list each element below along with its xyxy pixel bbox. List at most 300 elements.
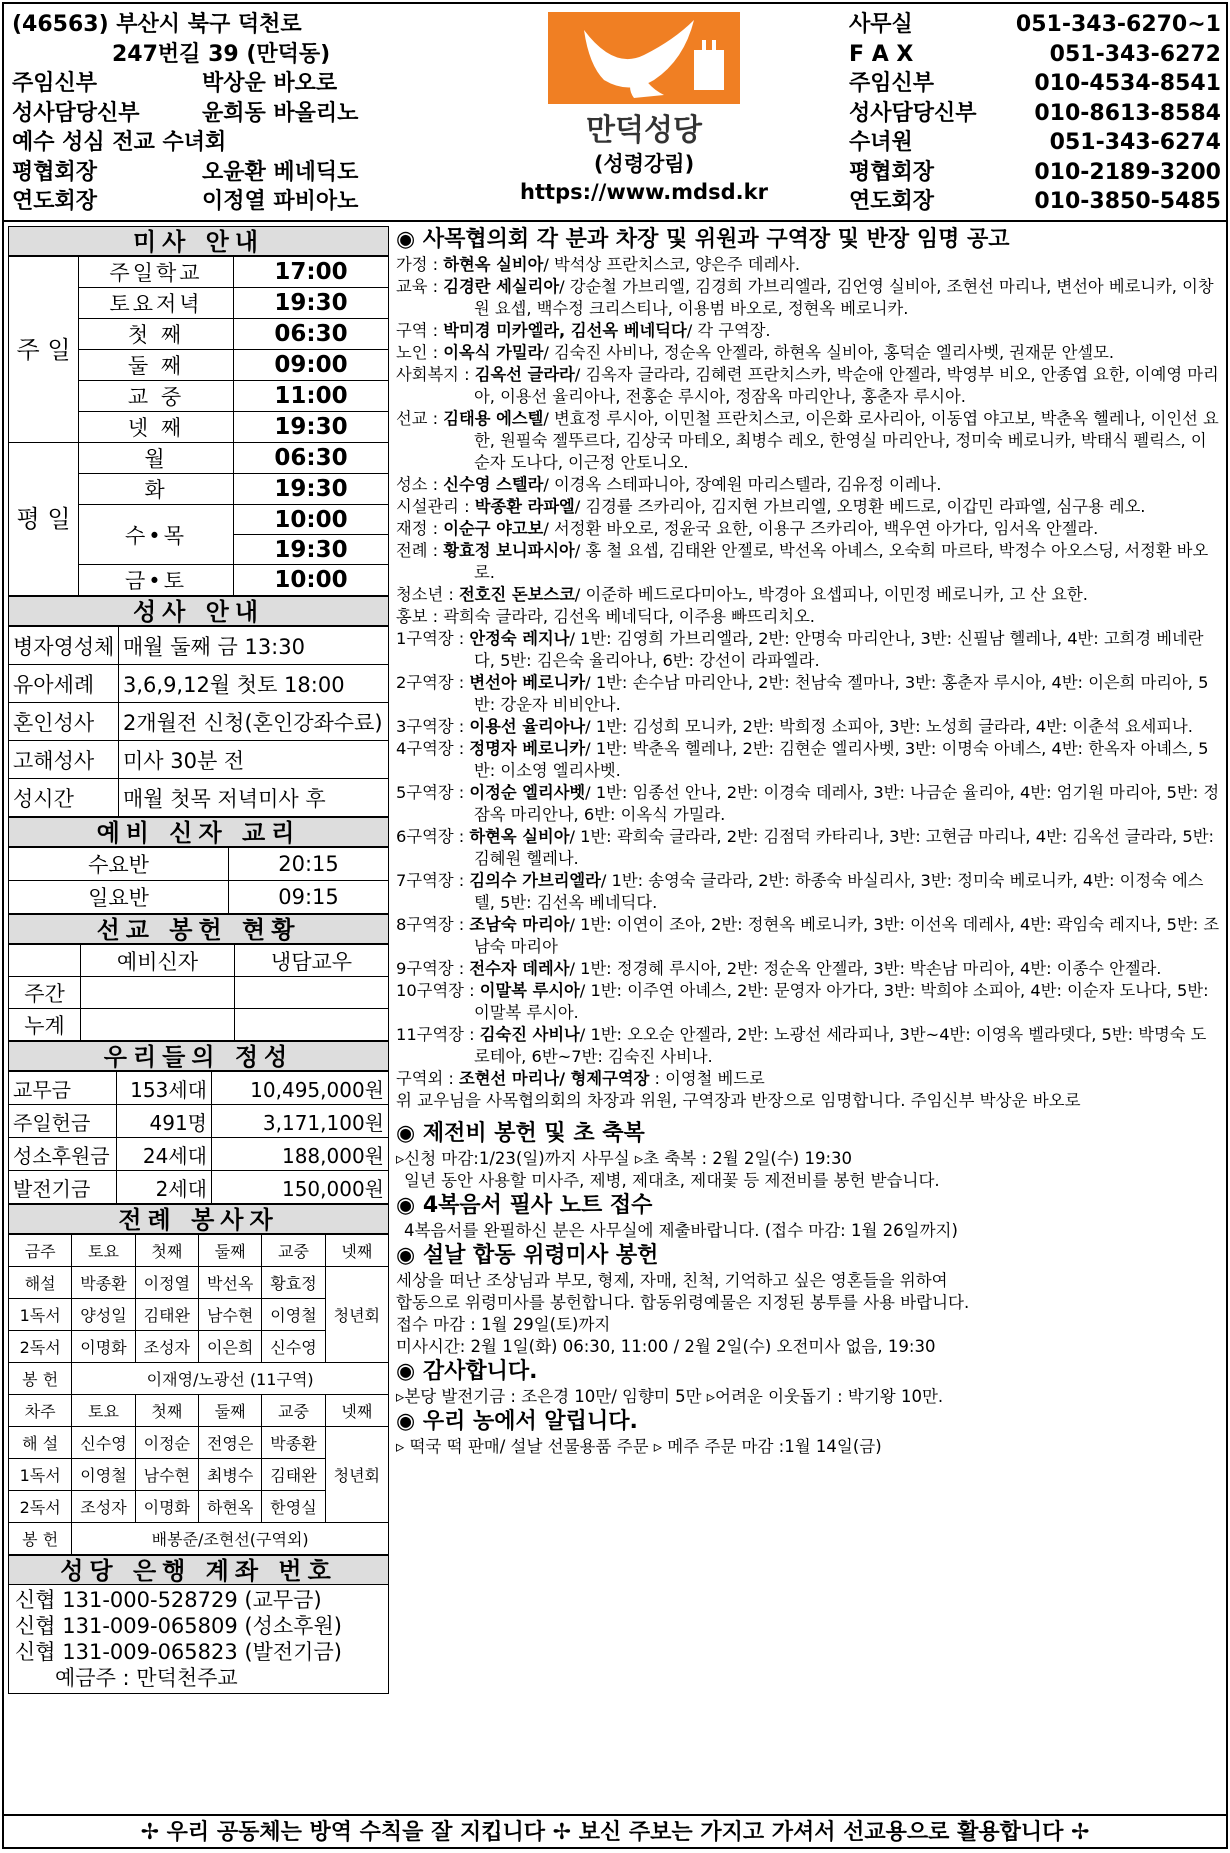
staff-row bbox=[12, 187, 482, 217]
appointment-label: 사회복지 : bbox=[396, 365, 475, 384]
appointment-label: 전례 : bbox=[396, 541, 444, 560]
server-name: 이명화 bbox=[72, 1331, 135, 1363]
appointment-entry bbox=[396, 782, 1222, 826]
mass-name: 화 bbox=[79, 474, 234, 505]
appointment-entry bbox=[396, 672, 1222, 716]
mass-table bbox=[8, 256, 389, 596]
notice-line: ▹본당 발전기금 : 조은경 10만/ 임향미 5만 ▹어려운 이웃돕기 : 박기왕 10만. bbox=[396, 1387, 944, 1406]
sacrament-title: 성사 안내 bbox=[8, 596, 389, 626]
table-row bbox=[9, 1009, 389, 1041]
mass-time: 09:00 bbox=[234, 350, 389, 381]
appointment-head: 이용선 율리아나 bbox=[469, 717, 586, 736]
appointment-label: 구역 : bbox=[396, 321, 444, 340]
appointment-label: 노인 : bbox=[396, 343, 444, 362]
appointment-members: 곽희숙 글라라, 김선옥 베네딕다, 이주용 빠뜨리치오. bbox=[443, 607, 815, 626]
appointment-head: 전호진 돈보스코 bbox=[459, 585, 575, 604]
contact-row bbox=[849, 99, 1221, 129]
appointment-members: / 1반: 김영희 가브리엘라, 2반: 안명숙 마리안나, 3반: 신필남 헬레나, 4반: 고희경 베네란다, 5반: 김은숙 율리아나, 6반: 강선이 라파엘라. bbox=[474, 629, 1204, 670]
appointment-entry bbox=[396, 870, 1222, 914]
appointment-label: 선교 : bbox=[396, 409, 444, 428]
appointment-head: 이순구 야고보 bbox=[443, 519, 544, 538]
offering-name: 발전기금 bbox=[9, 1171, 117, 1204]
server-role: 해설 bbox=[9, 1267, 72, 1299]
class-name: 일요반 bbox=[9, 881, 229, 914]
appointment-head: 김옥선 글라라 bbox=[474, 365, 575, 384]
sunday-label: 주 일 bbox=[9, 257, 79, 443]
bank-account: 신협 131-000-528729 (교무금) bbox=[15, 1588, 322, 1612]
contact-row bbox=[849, 40, 1221, 70]
contact-label: 수녀원 bbox=[849, 130, 913, 155]
appointment-entry bbox=[396, 1068, 1222, 1090]
staff-row bbox=[12, 69, 482, 99]
appointment-label: 4구역장 : bbox=[396, 739, 470, 758]
mass-time: 06:30 bbox=[234, 443, 389, 474]
contact-row bbox=[849, 128, 1221, 158]
appointment-head: 전수자 데레사 bbox=[469, 959, 570, 978]
mass-name: 토요저녁 bbox=[79, 288, 234, 319]
mass-name: 넷 째 bbox=[79, 412, 234, 443]
left-column bbox=[8, 226, 389, 1694]
contact-label: 사무실 bbox=[849, 12, 913, 37]
appointment-entry bbox=[396, 1024, 1222, 1068]
contact-row bbox=[849, 10, 1221, 40]
offering-count: 153세대 bbox=[117, 1072, 212, 1105]
appointment-head: 조현선 마리나/ 형제구역장 bbox=[459, 1069, 650, 1088]
col-header: 토요 bbox=[72, 1395, 135, 1427]
appointment-head: 이옥식 가밀라 bbox=[443, 343, 544, 362]
table-row bbox=[9, 977, 389, 1009]
appointment-members: / 1반: 곽희숙 글라라, 2반: 김점덕 카타리나, 3반: 고현금 마리나, 4반: 김옥선 글라라, 5반: 김혜원 헬레나. bbox=[474, 827, 1214, 868]
table-row bbox=[9, 665, 389, 703]
server-role: 2독서 bbox=[9, 1331, 72, 1363]
contact-phone: 051-343-6270~1 bbox=[1015, 12, 1221, 37]
offering-table bbox=[8, 1071, 389, 1204]
appointment-members: / 1반: 박춘옥 헬레나, 2반: 김현순 엘리사벳, 3반: 이명숙 아녜스, 4반: 한옥자 아녜스, 5반: 이소영 엘리사벳. bbox=[474, 739, 1209, 780]
farm-title: ◉ 우리 농에서 알립니다. bbox=[396, 1409, 638, 1434]
appointment-label: 8구역장 : bbox=[396, 915, 470, 934]
appointment-label: 홍보 : bbox=[396, 607, 444, 626]
mass-name: 주일학교 bbox=[79, 257, 234, 288]
appointment-members: / 김옥자 글라라, 김혜련 프란치스카, 박순애 안젤라, 박영부 비오, 안종엽 요한, 이예영 마리아, 이용선 율리아나, 전홍순 루시아, 정잠옥 마리안나, 홍춘자 루시아. bbox=[474, 365, 1219, 406]
offering-count: 491명 bbox=[117, 1105, 212, 1138]
server-name: 이정열 bbox=[135, 1267, 198, 1299]
table-row bbox=[9, 627, 389, 665]
server-name: 신수영 bbox=[72, 1427, 135, 1459]
appointment-label: 11구역장 : bbox=[396, 1025, 480, 1044]
appointment-members: / 1반: 손수남 마리안나, 2반: 천남숙 젤마나, 3반: 홍춘자 루시아, 4반: 이은희 마리아, 5반: 강운자 비비안나. bbox=[474, 673, 1209, 714]
server-name: 김태완 bbox=[135, 1299, 198, 1331]
appointment-entry bbox=[396, 914, 1222, 958]
contact-phone: 010-8613-8584 bbox=[1034, 100, 1221, 126]
bank-title: 성당 은행 계좌 번호 bbox=[8, 1555, 389, 1585]
table-row bbox=[9, 1427, 389, 1459]
appointment-label: 시설관리 : bbox=[396, 497, 475, 516]
class-time: 20:15 bbox=[229, 848, 389, 881]
appointment-entry bbox=[396, 342, 1222, 364]
appointment-members: / 각 구역장. bbox=[686, 321, 771, 340]
notice-line: 일년 동안 사용할 미사주, 제병, 제대초, 제대꽃 등 제전비를 봉헌 받습니다. bbox=[404, 1171, 940, 1190]
appointment-entry bbox=[396, 320, 1222, 342]
table-row bbox=[9, 945, 389, 977]
mass-time: 19:30 bbox=[234, 412, 389, 443]
mass-name: 첫 째 bbox=[79, 319, 234, 350]
appointment-members: / 1반: 정경혜 루시아, 2반: 정순옥 안젤라, 3반: 박손남 마리아, 4반: 이종수 안젤라. bbox=[569, 959, 1162, 978]
offering-amount: 150,000원 bbox=[212, 1171, 389, 1204]
server-name: 이은희 bbox=[198, 1331, 261, 1363]
appointment-closing: 위 교우님을 사목협의회의 차장과 위원, 구역장과 반장으로 임명합니다. 주임신부 박상운 바오로 bbox=[396, 1091, 1081, 1110]
appointment-members: / 이경옥 스테파니아, 장예원 마리스텔라, 김유정 이레나. bbox=[543, 475, 942, 494]
appointment-label: 1구역장 : bbox=[396, 629, 470, 648]
appointment-members: / 1반: 오오순 안젤라, 2반: 노광선 세라피나, 3반~4반: 이영옥 벨라뎃다, 5반: 박명숙 도로테아, 6반~7반: 김숙진 사비나. bbox=[474, 1025, 1207, 1066]
table-row bbox=[9, 1235, 389, 1267]
server-name: 조성자 bbox=[72, 1491, 135, 1523]
mass-name: 교 중 bbox=[79, 381, 234, 412]
appointment-members: / 이준하 베드로다미아노, 박경아 요셉피나, 이민정 베로니카, 고 산 요한. bbox=[574, 585, 1088, 604]
weekday-label: 평 일 bbox=[9, 443, 79, 596]
candle-title: ◉ 제전비 봉헌 및 초 축복 bbox=[396, 1121, 645, 1146]
appointment-entry bbox=[396, 980, 1222, 1024]
col-header: 둘째 bbox=[198, 1235, 261, 1267]
staff-role: 성사담당신부 bbox=[12, 100, 140, 126]
appointment-label: 10구역장 : bbox=[396, 981, 480, 1000]
contact-label: F A X bbox=[849, 41, 914, 67]
appointment-members: / 1반: 송영숙 글라라, 2반: 하종숙 바실리사, 3반: 정미숙 베로니카, 4반: 이정숙 에스텔, 5반: 김선옥 베네딕다. bbox=[474, 871, 1204, 912]
catechism-table bbox=[8, 847, 389, 914]
offering-servers: 이재영/노광선 (11구역) bbox=[72, 1363, 389, 1395]
sacrament-name: 고해성사 bbox=[9, 741, 119, 779]
appointment-head: 조남숙 마리아 bbox=[469, 915, 570, 934]
offering-amount: 10,495,000원 bbox=[212, 1072, 389, 1105]
appointment-head: 하현옥 실비아 bbox=[443, 255, 544, 274]
col-header: 금주 bbox=[9, 1235, 72, 1267]
mass-name: 둘 째 bbox=[79, 350, 234, 381]
sacrament-value: 3,6,9,12월 첫토 18:00 bbox=[119, 665, 389, 703]
staff-name: 오윤환 베네딕도 bbox=[202, 159, 359, 185]
header-left bbox=[12, 10, 482, 217]
contact-label: 평협회장 bbox=[849, 159, 935, 185]
appointment-label: 6구역장 : bbox=[396, 827, 470, 846]
staff-row bbox=[12, 99, 482, 129]
appointment-entry bbox=[396, 958, 1222, 980]
offering-role: 봉 헌 bbox=[9, 1523, 72, 1555]
notice-line: 합동으로 위령미사를 봉헌합니다. 합동위령예물은 지정된 봉투를 사용 바랍니다. bbox=[396, 1293, 970, 1312]
offering-servers: 배봉준/조현선(구역외) bbox=[72, 1523, 389, 1555]
mass-name: 월 bbox=[79, 443, 234, 474]
table-row bbox=[9, 1395, 389, 1427]
notice-line: ▹ 떡국 떡 판매/ 설날 선물용품 주문 ▹ 메주 주문 마감 :1월 14일(금) bbox=[396, 1437, 882, 1456]
appointment-members: / 변효정 루시아, 이민철 프란치스코, 이은화 로사리아, 이동엽 야고보, 박춘옥 헬레나, 이인선 요한, 원필숙 젤뚜르다, 김상국 마테오, 최병수 레오, 한영실 마리안나, 정미숙 베로니카, 박태식 펠릭스, 이순자 도나다, 이근정 안토니오. bbox=[474, 409, 1219, 472]
mass-name: 금•토 bbox=[79, 565, 234, 596]
sacrament-value: 매월 둘째 금 13:30 bbox=[119, 627, 389, 665]
col-header: 교중 bbox=[262, 1235, 325, 1267]
offering-role: 봉 헌 bbox=[9, 1363, 72, 1395]
contact-phone: 010-3850-5485 bbox=[1034, 189, 1221, 214]
contact-phone: 010-4534-8541 bbox=[1034, 71, 1221, 96]
appointment-label: 9구역장 : bbox=[396, 959, 470, 978]
mass-time: 10:00 bbox=[234, 505, 389, 535]
table-row bbox=[9, 703, 389, 741]
server-name: 신수영 bbox=[262, 1331, 325, 1363]
server-name: 이영철 bbox=[72, 1459, 135, 1491]
appointment-head: 변선아 베로니카 bbox=[469, 673, 586, 692]
offering-count: 24세대 bbox=[117, 1138, 212, 1171]
appointment-label: 가정 : bbox=[396, 255, 444, 274]
address-line-1: (46563) 부산시 북구 덕천로 bbox=[12, 12, 302, 37]
notice-line: 미사시간: 2월 1일(화) 06:30, 11:00 / 2월 2일(수) 오전미사 없음, 19:30 bbox=[396, 1337, 936, 1356]
parish-subtitle: (성령강림) bbox=[593, 152, 695, 176]
appointment-entry bbox=[396, 716, 1222, 738]
server-name: 김태완 bbox=[262, 1459, 325, 1491]
table-row bbox=[9, 1138, 389, 1171]
mission-table bbox=[8, 944, 389, 1041]
staff-role: 평협회장 bbox=[12, 159, 98, 185]
offering-name: 성소후원금 bbox=[9, 1138, 117, 1171]
bank-account: 신협 131-009-065809 (성소후원) bbox=[15, 1614, 342, 1638]
table-row bbox=[9, 741, 389, 779]
footer-banner: ✢ 우리 공동체는 방역 수칙을 잘 지킵니다 ✢ 보신 주보는 가지고 가셔서 선교용으로 활용합니다 ✢ bbox=[4, 1814, 1226, 1849]
sacrament-value: 2개월전 신청(혼인강좌수료) bbox=[119, 703, 389, 741]
server-name: 이영철 bbox=[262, 1299, 325, 1331]
server-role: 1독서 bbox=[9, 1459, 72, 1491]
staff-role: 연도회장 bbox=[12, 189, 98, 214]
table-row bbox=[9, 1171, 389, 1204]
contact-label: 주임신부 bbox=[849, 71, 935, 96]
server-name: 전영은 bbox=[198, 1427, 261, 1459]
appointment-label: 2구역장 : bbox=[396, 673, 470, 692]
row-header: 누계 bbox=[9, 1009, 81, 1041]
appointment-entry bbox=[396, 474, 1222, 496]
table-row bbox=[9, 848, 389, 881]
col-header: 예비신자 bbox=[81, 945, 235, 977]
appointment-label: 청소년 : bbox=[396, 585, 460, 604]
offering-name: 주일헌금 bbox=[9, 1105, 117, 1138]
mass-time: 19:30 bbox=[234, 288, 389, 319]
sacrament-value: 미사 30분 전 bbox=[119, 741, 389, 779]
notice-line: ▹신청 마감:1/23(일)까지 사무실 ▹초 축복 : 2월 2일(수) 19:30 bbox=[396, 1149, 853, 1168]
right-column bbox=[396, 226, 1222, 1458]
staff-row bbox=[12, 158, 482, 188]
col-header: 첫째 bbox=[135, 1235, 198, 1267]
sacrament-name: 혼인성사 bbox=[9, 703, 119, 741]
appointment-list bbox=[396, 254, 1222, 1090]
appointment-head: 김경란 세실리아 bbox=[443, 277, 560, 296]
staff-role: 예수 성심 전교 수녀회 bbox=[12, 130, 227, 155]
server-name: 박선옥 bbox=[198, 1267, 261, 1299]
appointment-members: : 이영철 베드로 bbox=[649, 1069, 765, 1088]
appointment-head: 김숙진 사비나 bbox=[479, 1025, 580, 1044]
sacrament-value: 매월 첫목 저녁미사 후 bbox=[119, 779, 389, 817]
mission-title: 선교 봉헌 현황 bbox=[8, 914, 389, 944]
bank-account: 신협 131-009-065823 (발전기금) bbox=[15, 1640, 342, 1664]
server-name: 이명화 bbox=[135, 1491, 198, 1523]
notice-line: 세상을 떠난 조상님과 부모, 형제, 자매, 친척, 기억하고 싶은 영혼들을 위하여 bbox=[396, 1271, 948, 1290]
table-row bbox=[9, 779, 389, 817]
appointment-members: / 김경률 즈카리아, 김지현 가브리엘, 오명환 베드로, 이갑민 라파엘, 심구용 레오. bbox=[574, 497, 1146, 516]
col-header: 넷째 bbox=[325, 1235, 388, 1267]
appointment-head: 박종환 라파엘 bbox=[474, 497, 575, 516]
contact-label: 성사담당신부 bbox=[849, 100, 977, 126]
appointment-head: 김태용 에스텔 bbox=[443, 409, 544, 428]
website-link[interactable]: https://www.mdsd.kr bbox=[520, 180, 768, 204]
table-row bbox=[9, 443, 389, 474]
table-row bbox=[9, 1105, 389, 1138]
contact-label: 연도회장 bbox=[849, 189, 935, 214]
sacrament-name: 병자영성체 bbox=[9, 627, 119, 665]
staff-name: 이정열 파비아노 bbox=[202, 189, 359, 214]
table-row bbox=[9, 1267, 389, 1299]
appointment-entry bbox=[396, 628, 1222, 672]
appointment-members: / 1반: 김성희 모니카, 2반: 박희정 소피아, 3반: 노성희 글라라, 4반: 이춘석 요세피나. bbox=[585, 717, 1193, 736]
col-header: 토요 bbox=[72, 1235, 135, 1267]
appointment-label: 3구역장 : bbox=[396, 717, 470, 736]
appointment-entry bbox=[396, 496, 1222, 518]
server-name: 조성자 bbox=[135, 1331, 198, 1363]
appointment-entry bbox=[396, 606, 1222, 628]
mass-time: 19:30 bbox=[234, 474, 389, 505]
staff-row bbox=[12, 128, 482, 158]
table-row bbox=[9, 1363, 389, 1395]
appointment-entry bbox=[396, 738, 1222, 782]
appointment-members: / 1반: 임종선 안나, 2반: 이경숙 데레사, 3반: 나금순 율리아, 4반: 엄기원 마리아, 5반: 정잠옥 마리안나, 6반: 이옥식 가밀라. bbox=[474, 783, 1220, 824]
appointment-label: 재정 : bbox=[396, 519, 444, 538]
header bbox=[4, 4, 1226, 222]
appointment-entry bbox=[396, 408, 1222, 474]
mass-time: 10:00 bbox=[234, 565, 389, 596]
mass-time: 19:30 bbox=[234, 535, 389, 565]
appointment-label: 구역외 : bbox=[396, 1069, 460, 1088]
appointment-entry bbox=[396, 276, 1222, 320]
contact-phone: 010-2189-3200 bbox=[1034, 159, 1221, 185]
sacrament-table bbox=[8, 626, 389, 817]
appointment-label: 성소 : bbox=[396, 475, 444, 494]
server-name: 최병수 bbox=[198, 1459, 261, 1491]
mass-time: 06:30 bbox=[234, 319, 389, 350]
parish-logo-icon bbox=[544, 10, 744, 150]
offering-name: 교무금 bbox=[9, 1072, 117, 1105]
appointment-head: 이정순 엘리사벳 bbox=[469, 783, 586, 802]
appointment-entry bbox=[396, 540, 1222, 584]
server-name: 양성일 bbox=[72, 1299, 135, 1331]
offering-title: 우리들의 정성 bbox=[8, 1041, 389, 1071]
appointment-entry bbox=[396, 364, 1222, 408]
offering-count: 2세대 bbox=[117, 1171, 212, 1204]
servers-title: 전례 봉사자 bbox=[8, 1204, 389, 1234]
table-row bbox=[9, 1072, 389, 1105]
mass-title: 미사 안내 bbox=[8, 226, 389, 256]
bank-accounts bbox=[8, 1585, 389, 1694]
appointment-title: ◉ 사목협의회 각 분과 차장 및 위원과 구역장 및 반장 임명 공고 bbox=[396, 227, 1010, 252]
servers-table-this-week bbox=[8, 1234, 389, 1555]
header-contacts bbox=[849, 10, 1221, 217]
server-name: 남수현 bbox=[198, 1299, 261, 1331]
memorial-title: ◉ 설날 합동 위령미사 봉헌 bbox=[396, 1243, 659, 1268]
server-name: 이정순 bbox=[135, 1427, 198, 1459]
table-row bbox=[9, 1523, 389, 1555]
appointment-entry bbox=[396, 518, 1222, 540]
mass-name: 수•목 bbox=[79, 505, 234, 565]
catechism-title: 예비 신자 교리 bbox=[8, 817, 389, 847]
account-holder: 예금주 : 만덕천주교 bbox=[55, 1666, 238, 1690]
thanks-title: ◉ 감사합니다. bbox=[396, 1359, 538, 1384]
contact-row bbox=[849, 69, 1221, 99]
appointment-members: / 1반: 이연이 조아, 2반: 정현옥 베로니카, 3반: 이선옥 데레사, 4반: 곽임숙 레지나, 5반: 조남숙 마리아 bbox=[474, 915, 1220, 956]
offering-amount: 3,171,100원 bbox=[212, 1105, 389, 1138]
appointment-label: 5구역장 : bbox=[396, 783, 470, 802]
appointment-head: 김의수 가브리엘라 bbox=[469, 871, 601, 890]
server-name: 박종환 bbox=[262, 1427, 325, 1459]
contact-row bbox=[849, 158, 1221, 188]
appointment-head: 정명자 베로니카 bbox=[469, 739, 586, 758]
staff-name: 박상운 바오로 bbox=[202, 71, 338, 96]
mass-time: 11:00 bbox=[234, 381, 389, 412]
server-role: 해 설 bbox=[9, 1427, 72, 1459]
contact-phone: 051-343-6274 bbox=[1049, 130, 1221, 155]
server-name: 한영실 bbox=[262, 1491, 325, 1523]
col-header: 냉담교우 bbox=[235, 945, 389, 977]
address-line-2: 247번길 39 (만덕동) bbox=[112, 41, 331, 67]
header-center bbox=[489, 10, 799, 206]
col-header: 교중 bbox=[262, 1395, 325, 1427]
staff-role: 주임신부 bbox=[12, 71, 98, 96]
contact-phone: 051-343-6272 bbox=[1049, 41, 1221, 67]
server-name: 박종환 bbox=[72, 1267, 135, 1299]
appointment-entry bbox=[396, 254, 1222, 276]
appointment-members: / 홍 철 요셉, 김태완 안젤로, 박선옥 아녜스, 오숙희 마르타, 박정수 아오스딩, 서정환 바오로. bbox=[474, 541, 1209, 582]
appointment-head: 안정숙 레지나 bbox=[469, 629, 570, 648]
staff-name: 윤희동 바올리노 bbox=[202, 100, 359, 126]
col-header: 첫째 bbox=[135, 1395, 198, 1427]
appointment-members: / 서정환 바오로, 정윤국 요한, 이용구 즈카리아, 백우연 아가다, 임서옥 안젤라. bbox=[543, 519, 1099, 538]
col-header: 차주 bbox=[9, 1395, 72, 1427]
contact-row bbox=[849, 187, 1221, 217]
notice-line: 접수 마감 : 1월 29일(토)까지 bbox=[396, 1315, 611, 1334]
appointment-members: / 박석상 프란치스코, 양은주 데레사. bbox=[543, 255, 801, 274]
server-name: 남수현 bbox=[135, 1459, 198, 1491]
class-name: 수요반 bbox=[9, 848, 229, 881]
notice-line: 4복음서를 완필하신 분은 사무실에 제출바랍니다. (접수 마감: 1월 26일까지) bbox=[404, 1221, 958, 1240]
logo-text: 만덕성당 bbox=[586, 113, 702, 148]
table-row bbox=[9, 257, 389, 288]
appointment-label: 교육 : bbox=[396, 277, 444, 296]
appointment-label: 7구역장 : bbox=[396, 871, 470, 890]
sacrament-name: 성시간 bbox=[9, 779, 119, 817]
server-name: 황효정 bbox=[262, 1267, 325, 1299]
appointment-members: / 김숙진 사비나, 정순옥 안젤라, 하현옥 실비아, 홍덕순 엘리사벳, 권재문 안셀모. bbox=[543, 343, 1115, 362]
youth-group: 청년회 bbox=[325, 1267, 388, 1363]
appointment-members: / 강순철 가브리엘, 김경희 가브리엘라, 김언영 실비아, 조현선 마리나, 변선아 베로니카, 이창원 요셉, 백수정 크리스티나, 이용범 바오로, 정현옥 베로니카. bbox=[474, 277, 1214, 318]
server-role: 1독서 bbox=[9, 1299, 72, 1331]
appointment-head: 박미경 미카엘라, 김선옥 베네딕다 bbox=[443, 321, 687, 340]
appointment-entry bbox=[396, 584, 1222, 606]
col-header: 넷째 bbox=[325, 1395, 388, 1427]
class-time: 09:15 bbox=[229, 881, 389, 914]
gospel-title: ◉ 4복음서 필사 노트 접수 bbox=[396, 1193, 653, 1218]
server-role: 2독서 bbox=[9, 1491, 72, 1523]
mass-time: 17:00 bbox=[234, 257, 389, 288]
server-name: 하현옥 bbox=[198, 1491, 261, 1523]
appointment-head: 하현옥 실비아 bbox=[469, 827, 570, 846]
offering-amount: 188,000원 bbox=[212, 1138, 389, 1171]
appointment-members: / 1반: 이주연 아녜스, 2반: 문영자 아가다, 3반: 박희야 소피아, 4반: 이순자 도나다, 5반: 이말복 루시아. bbox=[474, 981, 1209, 1022]
appointment-head: 신수영 스텔라 bbox=[443, 475, 544, 494]
appointment-head: 황효정 보니파시아 bbox=[443, 541, 575, 560]
table-row bbox=[9, 881, 389, 914]
youth-group: 청년회 bbox=[325, 1427, 388, 1523]
appointment-head: 이말복 루시아 bbox=[479, 981, 580, 1000]
sacrament-name: 유아세례 bbox=[9, 665, 119, 703]
appointment-entry bbox=[396, 826, 1222, 870]
bulletin-page bbox=[2, 2, 1228, 1849]
